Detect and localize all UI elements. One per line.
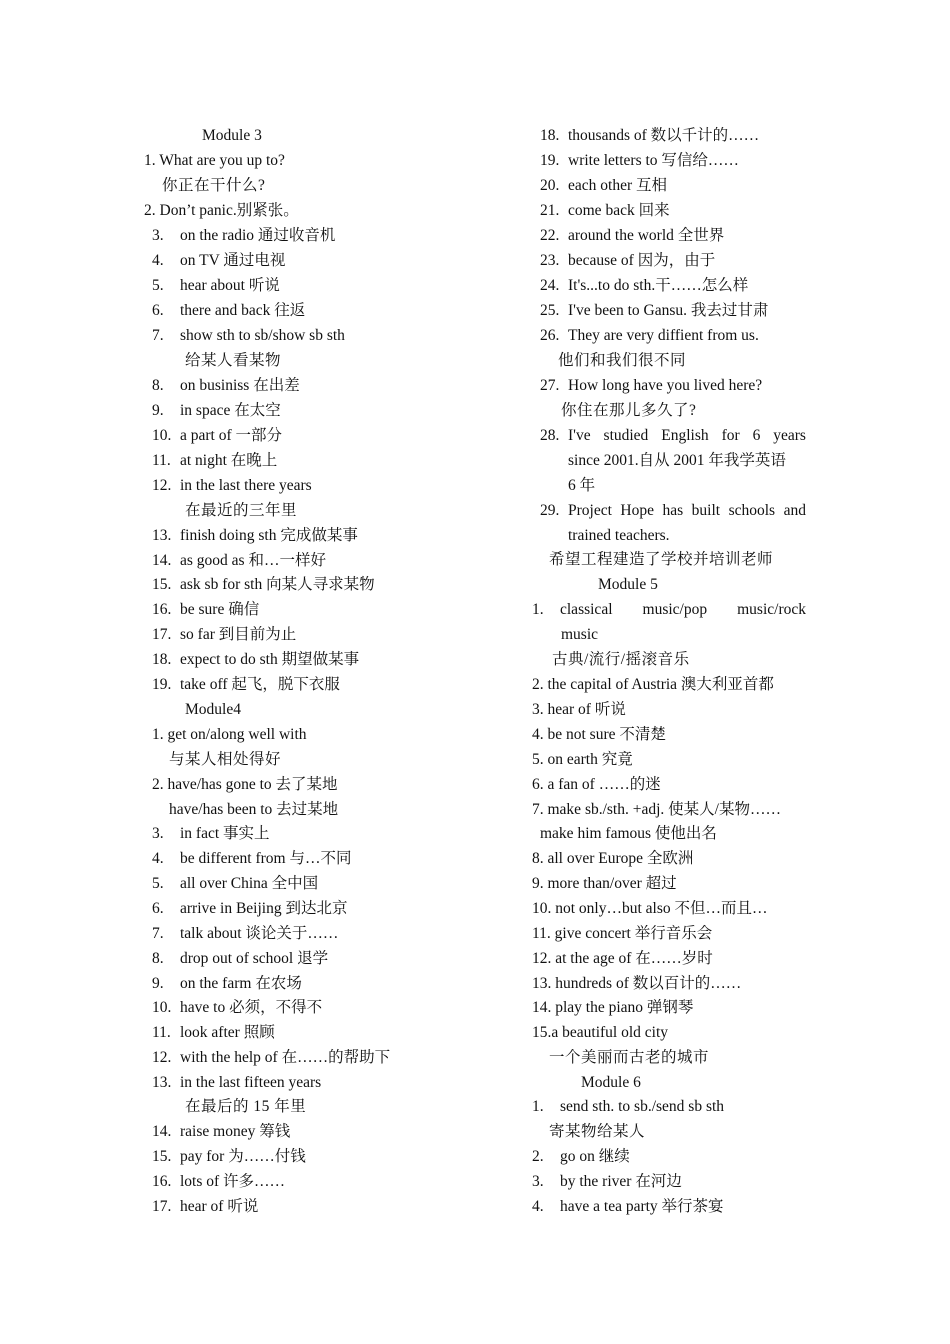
module-3-heading: Module 3 xyxy=(202,127,262,144)
list-item-continuation: music xyxy=(561,626,599,643)
item-text: on businiss 在出差 xyxy=(180,377,300,394)
item-number: 7. xyxy=(152,327,164,344)
item-number: 26. xyxy=(540,327,560,344)
item-text: pay for 为……付钱 xyxy=(180,1148,306,1165)
item-number: 1. xyxy=(532,601,544,618)
item-text: finish doing sth 完成做某事 xyxy=(180,527,358,544)
list-item: 11. give concert 举行音乐会 xyxy=(532,925,713,942)
word: and xyxy=(783,502,806,519)
list-item: 14. play the piano 弹钢琴 xyxy=(532,999,694,1016)
list-item: 1. get on/along well with xyxy=(152,726,307,743)
item-number: 29. xyxy=(540,502,560,519)
item-number: 4. xyxy=(152,252,164,269)
list-item xyxy=(152,401,281,421)
list-item xyxy=(152,974,302,994)
list-item: 6. a fan of ……的迷 xyxy=(532,776,661,793)
list-item xyxy=(152,924,338,944)
list-item xyxy=(540,301,768,321)
list-item: 8. all over Europe 全欧洲 xyxy=(532,850,694,867)
list-item: 2. the capital of Austria 澳大利亚首都 xyxy=(532,676,774,693)
item-number: 14. xyxy=(152,552,172,569)
item-text: thousands of 数以千计的…… xyxy=(568,127,760,144)
list-item xyxy=(540,326,759,346)
list-item xyxy=(152,1048,390,1068)
item-text: by the river 在河边 xyxy=(560,1173,682,1190)
item-text: have a tea party 举行茶宴 xyxy=(560,1198,724,1215)
list-item xyxy=(152,426,282,446)
word: years xyxy=(773,427,806,444)
list-item xyxy=(152,301,305,321)
item-number: 1. xyxy=(532,1098,544,1115)
list-item xyxy=(540,501,806,521)
item-number: 12. xyxy=(152,477,172,494)
item-number: 16. xyxy=(152,601,172,618)
item-number: 5. xyxy=(152,277,164,294)
list-item xyxy=(540,176,667,196)
list-item-translation: 在最后的 15 年里 xyxy=(185,1098,307,1115)
item-text: in space 在太空 xyxy=(180,402,281,419)
list-item-continuation: make him famous 使他出名 xyxy=(540,825,717,842)
item-number: 16. xyxy=(152,1173,172,1190)
word: schools xyxy=(728,502,776,519)
item-text: be sure 确信 xyxy=(180,601,260,618)
list-item xyxy=(532,1172,682,1192)
item-text: ask sb for sth 向某人寻求某物 xyxy=(180,576,375,593)
item-text: hear about 听说 xyxy=(180,277,280,294)
item-text: arrive in Beijing 到达北京 xyxy=(180,900,348,917)
list-item xyxy=(152,1147,306,1167)
word: Hope xyxy=(620,502,654,519)
list-item xyxy=(540,276,748,296)
list-item: 2. have/has gone to 去了某地 xyxy=(152,776,338,793)
list-item: 7. make sb./sth. +adj. 使某人/某物…… xyxy=(532,801,781,818)
list-item-translation: 你住在那儿多久了? xyxy=(561,402,697,419)
item-text: hear of 听说 xyxy=(180,1198,259,1215)
list-item xyxy=(532,1147,630,1167)
list-item-continuation: 6 年 xyxy=(568,477,596,494)
item-text: because of 因为，由于 xyxy=(568,252,716,269)
item-text: on TV 通过电视 xyxy=(180,252,286,269)
list-item xyxy=(152,824,270,844)
word: 6 xyxy=(752,427,761,444)
list-item xyxy=(152,226,335,246)
item-text: talk about 谈论关于…… xyxy=(180,925,339,942)
item-text: They are very diffient from us. xyxy=(568,327,759,344)
list-item xyxy=(540,201,670,221)
item-number: 25. xyxy=(540,302,560,319)
list-item xyxy=(152,326,345,346)
list-item xyxy=(152,899,347,919)
item-number: 19. xyxy=(152,676,172,693)
item-text: It's...to do sth.干……怎么样 xyxy=(568,277,749,294)
list-item-translation: 在最近的三年里 xyxy=(185,502,298,519)
module-5-heading: Module 5 xyxy=(598,576,658,593)
item-text: send sth. to sb./send sb sth xyxy=(560,1098,725,1115)
list-item: 3. hear of 听说 xyxy=(532,701,626,718)
list-item: 15.a beautiful old city xyxy=(532,1024,669,1041)
item-number: 17. xyxy=(152,1198,172,1215)
item-text xyxy=(568,426,806,446)
item-number: 9. xyxy=(152,975,164,992)
word: studied xyxy=(603,427,649,444)
item-number: 14. xyxy=(152,1123,172,1140)
word: built xyxy=(691,502,721,519)
item-text: as good as 和…一样好 xyxy=(180,552,326,569)
list-item: 9. more than/over 超过 xyxy=(532,875,677,892)
item-text: raise money 筹钱 xyxy=(180,1123,291,1140)
item-text: have to 必须，不得不 xyxy=(180,999,323,1016)
list-item xyxy=(540,376,762,396)
item-text: How long have you lived here? xyxy=(568,377,763,394)
item-text: drop out of school 退学 xyxy=(180,950,329,967)
item-text: on the farm 在农场 xyxy=(180,975,302,992)
list-item xyxy=(540,251,715,271)
list-item: 12. at the age of 在……岁时 xyxy=(532,950,713,967)
item-number: 8. xyxy=(152,377,164,394)
item-number: 15. xyxy=(152,576,172,593)
list-item xyxy=(152,276,280,296)
list-item-translation: 给某人看某物 xyxy=(185,352,282,369)
item-text: take off 起飞，脱下衣服 xyxy=(180,676,340,693)
list-item xyxy=(152,1197,258,1217)
item-number: 19. xyxy=(540,152,560,169)
item-text: in the last fifteen years xyxy=(180,1074,322,1091)
list-item-translation: 寄某物给某人 xyxy=(549,1123,646,1140)
list-item xyxy=(152,526,358,546)
list-item-continuation: trained teachers. xyxy=(568,527,670,544)
item-text: around the world 全世界 xyxy=(568,227,725,244)
list-item xyxy=(152,1122,290,1142)
item-number: 9. xyxy=(152,402,164,419)
item-text: write letters to 写信给…… xyxy=(568,152,739,169)
item-number: 23. xyxy=(540,252,560,269)
list-item xyxy=(152,675,340,695)
module-6-heading: Module 6 xyxy=(581,1074,641,1091)
list-item: 2. Don’t panic.别紧张。 xyxy=(144,202,299,219)
word: I've xyxy=(568,427,591,444)
item-text: a part of 一部分 xyxy=(180,427,283,444)
list-item xyxy=(152,650,359,670)
list-item-translation: 与某人相处得好 xyxy=(169,751,282,768)
item-number: 3. xyxy=(532,1173,544,1190)
item-number: 3. xyxy=(152,227,164,244)
list-item: 4. be not sure 不清楚 xyxy=(532,726,666,743)
list-item xyxy=(540,126,759,146)
item-text: so far 到目前为止 xyxy=(180,626,297,643)
word: music/rock xyxy=(737,601,806,618)
item-text: I've been to Gansu. 我去过甘肃 xyxy=(568,302,769,319)
list-item xyxy=(532,1197,724,1217)
item-number: 7. xyxy=(152,925,164,942)
list-item-translation: 古典/流行/摇滚音乐 xyxy=(552,651,690,668)
item-number: 2. xyxy=(532,1148,544,1165)
list-item xyxy=(152,998,322,1018)
list-item-translation: 一个美丽而古老的城市 xyxy=(549,1049,710,1066)
word: classical xyxy=(560,601,613,618)
list-item-translation: 他们和我们很不同 xyxy=(558,352,687,369)
list-item: 1. What are you up to? xyxy=(144,152,285,169)
item-text: there and back 往返 xyxy=(180,302,306,319)
item-number: 13. xyxy=(152,527,172,544)
word: Project xyxy=(568,502,612,519)
item-number: 8. xyxy=(152,950,164,967)
list-item xyxy=(152,1172,285,1192)
item-number: 6. xyxy=(152,900,164,917)
list-item-translation: 希望工程建造了学校并培训老师 xyxy=(549,551,774,568)
list-item-translation: 你正在干什么? xyxy=(162,177,266,194)
list-item xyxy=(152,551,326,571)
item-number: 21. xyxy=(540,202,560,219)
item-number: 13. xyxy=(152,1074,172,1091)
item-number: 11. xyxy=(152,452,171,469)
item-number: 11. xyxy=(152,1024,171,1041)
item-text: be different from 与…不同 xyxy=(180,850,352,867)
item-number: 4. xyxy=(532,1198,544,1215)
list-item xyxy=(152,1023,275,1043)
list-item xyxy=(152,575,375,595)
item-text xyxy=(568,501,806,521)
list-item xyxy=(152,451,277,471)
item-text: at night 在晚上 xyxy=(180,452,278,469)
item-number: 28. xyxy=(540,427,560,444)
word: has xyxy=(662,502,684,519)
item-text: in fact 事实上 xyxy=(180,825,270,842)
list-item xyxy=(540,226,724,246)
list-item xyxy=(532,1097,724,1117)
item-text: look after 照顾 xyxy=(180,1024,275,1041)
list-item: 13. hundreds of 数以百计的…… xyxy=(532,975,742,992)
item-number: 22. xyxy=(540,227,560,244)
item-number: 3. xyxy=(152,825,164,842)
word: English xyxy=(661,427,709,444)
item-text: in the last there years xyxy=(180,477,312,494)
item-number: 10. xyxy=(152,427,172,444)
list-item xyxy=(152,251,285,271)
item-number: 12. xyxy=(152,1049,172,1066)
item-text: with the help of 在……的帮助下 xyxy=(180,1049,391,1066)
list-item xyxy=(152,625,296,645)
item-number: 20. xyxy=(540,177,560,194)
item-text: go on 继续 xyxy=(560,1148,630,1165)
list-item xyxy=(152,949,328,969)
item-number: 18. xyxy=(540,127,560,144)
item-text: expect to do sth 期望做某事 xyxy=(180,651,360,668)
list-item xyxy=(152,1073,321,1093)
list-item xyxy=(152,376,300,396)
item-number: 27. xyxy=(540,377,560,394)
list-item xyxy=(540,426,806,446)
word: for xyxy=(721,427,740,444)
list-item xyxy=(532,600,806,620)
item-text: each other 互相 xyxy=(568,177,667,194)
list-item xyxy=(152,849,351,869)
list-item xyxy=(152,874,318,894)
list-item xyxy=(152,600,259,620)
item-number: 6. xyxy=(152,302,164,319)
item-number: 17. xyxy=(152,626,172,643)
item-text: show sth to sb/show sb sth xyxy=(180,327,345,344)
item-text: come back 回来 xyxy=(568,202,670,219)
item-number: 4. xyxy=(152,850,164,867)
word: music/pop xyxy=(642,601,708,618)
item-text xyxy=(560,600,806,620)
item-text: lots of 许多…… xyxy=(180,1173,286,1190)
item-number: 10. xyxy=(152,999,172,1016)
module-4-heading: Module4 xyxy=(185,701,241,718)
item-number: 15. xyxy=(152,1148,172,1165)
list-item xyxy=(152,476,312,496)
item-number: 5. xyxy=(152,875,164,892)
list-item-continuation: since 2001.自从 2001 年我学英语 xyxy=(568,452,786,469)
item-number: 18. xyxy=(152,651,172,668)
list-item: 5. on earth 究竟 xyxy=(532,751,633,768)
item-text: all over China 全中国 xyxy=(180,875,319,892)
list-item: have/has been to 去过某地 xyxy=(169,801,339,818)
list-item: 10. not only…but also 不但…而且… xyxy=(532,900,768,917)
list-item xyxy=(540,151,739,171)
item-number: 24. xyxy=(540,277,560,294)
item-text: on the radio 通过收音机 xyxy=(180,227,336,244)
